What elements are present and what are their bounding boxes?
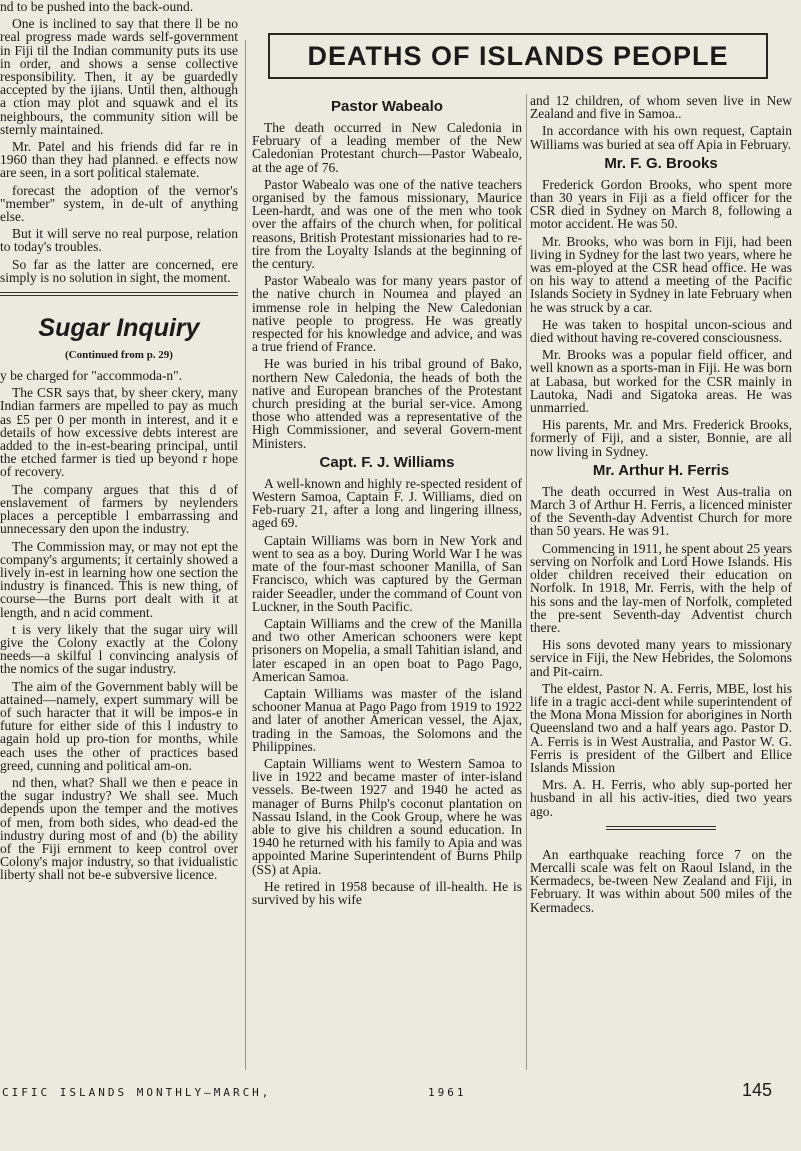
left-column bbox=[0, 0, 238, 886]
paragraph: So far as the latter are concerned, ere simply is no solution in sight, the moment. bbox=[0, 256, 238, 285]
footer-masthead: CIFIC ISLANDS MONTHLY—MARCH, bbox=[2, 1086, 272, 1099]
paragraph: His sons devoted many years to missionary service in Fiji, the New Hebrides, the Solomons and Pit-cairn. bbox=[530, 637, 792, 679]
banner-title: DEATHS OF ISLANDS PEOPLE bbox=[307, 40, 729, 71]
paragraph: The eldest, Pastor N. A. Ferris, MBE, lost his life in a tragic acci-dent while superintendent of the Mona Mona Mission for aborigines in North Queensland two and a half years ago. Pastor D. A. Ferris is in West Australia, and Pastor W. G. Ferris is president of the Gilbert and Ellice Islands Mission bbox=[530, 680, 792, 775]
paragraph: Captain Williams and the crew of the Manilla and two other American schooners were kept prisoners on Mopelia, a small Tahitian island, and later escaped in an open boat to Pago Pago, American Samoa. bbox=[252, 615, 522, 684]
paragraph: t is very likely that the sugar uiry will give the Colony exactly at the Colony needs—a skilful l convincing analysis of the nomics of the sugar industry. bbox=[0, 621, 238, 677]
paragraph: His parents, Mr. and Mrs. Frederick Brooks, formerly of Fiji, and a sister, Bonnie, are all now living in Sydney. bbox=[530, 417, 792, 459]
right-column bbox=[530, 94, 792, 918]
paragraph: forecast the adoption of the vernor's "member" system, in de-ult of anything else. bbox=[0, 182, 238, 225]
paragraph: The death occurred in New Caledonia in February of a leading member of the New Caledonian Protestant church—Pastor Wabealo, at the age of 76. bbox=[252, 120, 522, 175]
paragraph: Mr. Brooks, who was born in Fiji, had been living in Sydney for the last two years, where he was em-ployed at the CSR head office. He was on his way to attend a meeting of the Pacific Islands Society in Sydney in late February when he was struck by a car. bbox=[530, 233, 792, 315]
paragraph: He was taken to hospital uncon-scious and died without having re-covered consciousness. bbox=[530, 316, 792, 346]
paragraph: But it will serve no real purpose, relation to today's troubles. bbox=[0, 226, 238, 255]
obituary-heading: Pastor Wabealo bbox=[331, 98, 443, 115]
paragraph: The aim of the Government bably will be attained—namely, expert summary will be of such haracter that it will be impos-e in future for either side of this l industry to again hold up pro-tion for months, while each uses the other of practices based greed, cunning and political am-on. bbox=[0, 678, 238, 773]
paragraph: The company argues that this d of enslavement of farmers by neylenders places a perceptible l embarrassing and unnecessary den upon the industry. bbox=[0, 481, 238, 537]
column-divider bbox=[526, 94, 527, 1070]
footer-year: 1961 bbox=[428, 1086, 467, 1099]
obituary-heading: Mr. Arthur H. Ferris bbox=[592, 461, 730, 479]
paragraph: Captain Williams went to Western Samoa to live in 1922 and became master of inter-island vessels. Be-tween 1927 and 1940 he acted as manager of Burns Philp's coconut plantation on Nassau Island, in the Cook Group, where he was able to give his children a sound education. In 1940 he returned with his family to Apia and was appointed Marine Superintendent of Burns Philp (SS) at Apia. bbox=[252, 755, 522, 877]
paragraph: nd to be pushed into the back-ound. bbox=[0, 0, 194, 14]
paragraph: Commencing in 1911, he spent about 25 years serving on Norfolk and Lord Howe Islands. His older children received their education on Norfolk. In 1918, Mr. Ferris, with the help of his sons and the lay-men of Norfolk, completed the pre-sent Seventh-day Adventist church there. bbox=[530, 540, 792, 635]
column-divider bbox=[245, 40, 246, 1070]
obituary-heading: Capt. F. J. Williams bbox=[319, 453, 455, 471]
short-rule bbox=[606, 826, 716, 830]
paragraph: Captain Williams was master of the island schooner Manua at Pago Pago from 1919 to 1922 and later of another American vessel, the Ajax, trading in the Samoas, the Solomons and the Philippines. bbox=[252, 685, 522, 754]
sugar-inquiry-title: Sugar Inquiry bbox=[38, 314, 200, 343]
obituary-heading: Mr. F. G. Brooks bbox=[604, 154, 718, 172]
paragraph: Pastor Wabealo was one of the native teachers organised by the famous missionary, Maurice Leen-hardt, and was one of the men who took over the affairs of the church when, for political reasons, British Protestant missionaries had to re-tire from the Loyalty Islands at the beginning of the century. bbox=[252, 176, 522, 272]
paragraph: He retired in 1958 because of ill-health. He is survived by his wife bbox=[252, 878, 522, 907]
paragraph: A well-known and highly re-spected resident of Western Samoa, Captain F. J. Williams, died on Feb-ruary 21, after a long and lingering illness, aged 69. bbox=[252, 475, 522, 531]
paragraph: Mrs. A. H. Ferris, who ably sup-ported her husband in all his activ-ities, died two years ago. bbox=[530, 777, 792, 819]
paragraph: He was buried in his tribal ground of Bako, northern New Caledonia, the heads of both the native and European branches of the Protestant church presiding at the burial ser-vice. Among those who attended was a representative of the High Commissioner, and several Govern-ment Ministers. bbox=[252, 356, 522, 451]
section-banner bbox=[268, 33, 768, 79]
paragraph: Frederick Gordon Brooks, who spent more than 30 years in Fiji as a field officer for the CSR died in Sydney on March 8, following a motor accident. He was 50. bbox=[530, 176, 792, 232]
paragraph: Mr. Patel and his friends did far re in 1960 than they had planned. e effects now are seen, in a sort political stalemate. bbox=[0, 139, 238, 181]
paragraph: The Commission may, or may not ept the company's arguments; it certainly showed a lively in-est in learning how one section the industry is financed. This is new thing, of course—the Burns port dealt with it at length, and n acid comment. bbox=[0, 538, 238, 620]
earthquake-paragraph: An earthquake reaching force 7 on the Mercalli scale was felt on Raoul Island, in the Kermadecs, be-tween New Zealand and Fiji, in February. It was within about 500 miles of the Kermadecs. bbox=[530, 846, 792, 915]
paragraph: Mr. Brooks was a popular field officer, and well known as a sports-man in Fiji. He was born at Labasa, but worked for the CSR mainly in Lautoka, Nadi and Sigatoka areas. He was unmarried. bbox=[530, 347, 792, 416]
continued-note: (Continued from p. 29) bbox=[65, 349, 173, 362]
paragraph: and 12 children, of whom seven live in New Zealand and five in Samoa.. bbox=[530, 94, 792, 122]
paragraph: The CSR says that, by sheer ckery, many Indian farmers are mpelled to pay as much as £5 per 0 per month in interest, and it e details of how excessive debts interest are added to the in-est-bearing principal, until the etched farmer is tied up beyond r hope of recovery. bbox=[0, 385, 238, 480]
middle-column bbox=[252, 94, 522, 910]
page-number: 145 bbox=[742, 1080, 773, 1100]
double-rule bbox=[0, 292, 238, 296]
paragraph: One is inclined to say that there ll be no real progress made wards self-government in Fiji til the Indian community puts its use in order, and shows a sense collective responsibility. Then, it ay be guardedly accepted by the ijians. Until then, although a ction may plot and squawk and el its neighbours, the community sition will be sternly maintained. bbox=[0, 16, 238, 137]
paragraph: In accordance with his own request, Captain Williams was buried at sea off Apia in February. bbox=[530, 123, 792, 152]
paragraph: The death occurred in West Aus-tralia on March 3 of Arthur H. Ferris, a licenced minister of the Seventh-day Adventist Church for more than 50 years. He was 91. bbox=[530, 483, 792, 539]
paragraph: nd then, what? Shall we then e peace in the sugar industry? We shall see. Much depends upon the temper and the motives of men, from both sides, who dead-ed the industry during most of and (b) the ability of the Fiji ernment to keep control over Colony's major industry, so that ividualistic liberty shall not be-e subversive licence. bbox=[0, 774, 238, 883]
paragraph: Captain Williams was born in New York and went to sea as a boy. During World War I he was mate of the four-mast schooner Manilla, of San Francisco, which was captured by the German raider Seeadler, under the command of Count von Luckner, in the South Pacific. bbox=[252, 532, 522, 614]
paragraph: y be charged for "accommoda-n". bbox=[0, 368, 183, 384]
paragraph: Pastor Wabealo was for many years pastor of the native church in Noumea and played an immense role in helping the New Caledonian native people to progress. He was greatly respected for his knowledge and advice, and was a true friend of France. bbox=[252, 273, 522, 355]
